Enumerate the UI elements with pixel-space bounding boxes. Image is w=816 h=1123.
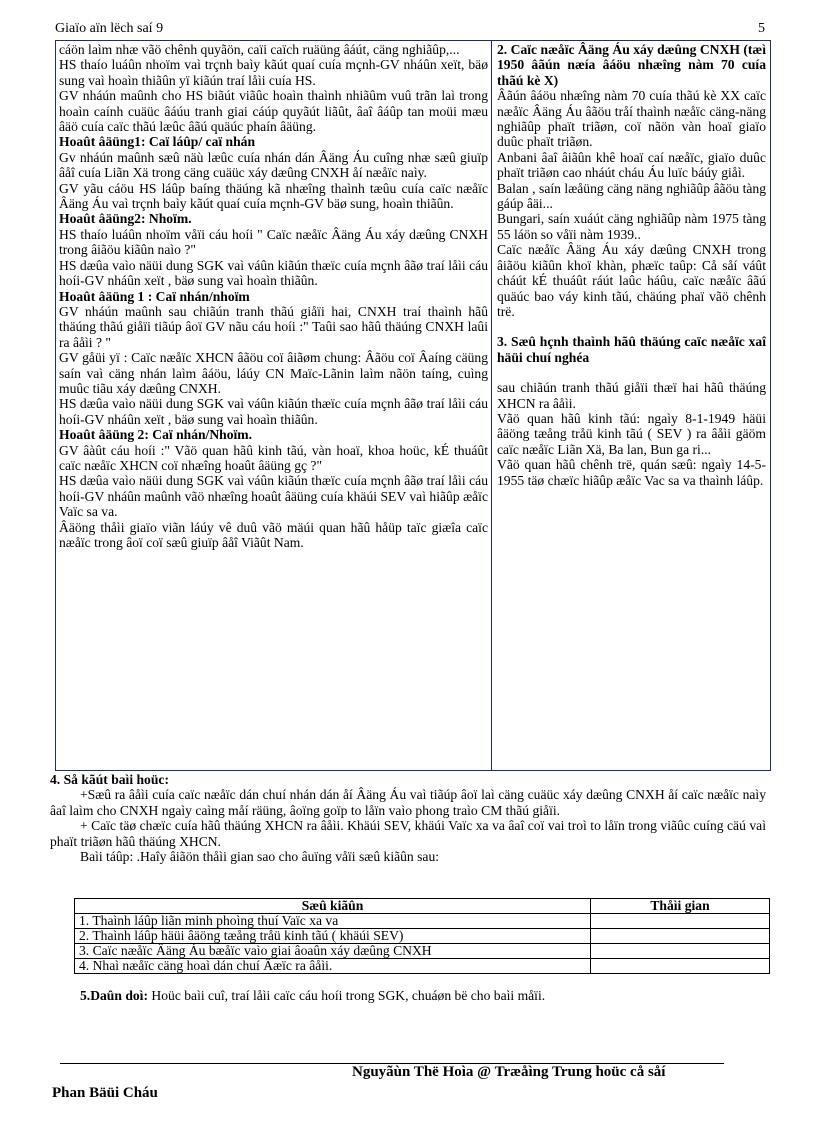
paragraph: Vãö quan hãû chênh trë, quán sæû: ngaìy 14-5-1955 täø chæïc hiãûp æåïc Vac sa va thaình láûp. [497,457,766,488]
summary-point: +Sæû ra âåìi cuía caïc næåïc dán chuí nhán dán åí Âäng Áu vaì tiãúp âoï laì cäng cuäüc xáy dæûng CNXH åí caïc næåïc naìy âaî laìm cho CNXH ngaìy caìng måí räüng, âoïng goïp to låïn vaìo phong traìo CM thãú giåïi. [50,787,766,818]
content-column [492,41,770,770]
paragraph: GV yãu cáöu HS láûp baíng thäúng kã nhæîng thaình tæûu cuía caïc næåïc Âäng Áu vaì trçnh baìy kãút quaí cuía mçnh-GV bäø sung, hoaìn thiãûn. [59,180,488,212]
answer-cell [591,914,770,929]
page-header [55,21,767,39]
column-header: Sæû kiãûn [75,899,591,914]
homework-task [80,988,545,1004]
task-text: Hoüc baìi cuî, traí låìi caïc cáu hoíi trong SGK, chuáøn bë cho baìi måïi. [151,988,546,1003]
paragraph: HS dæûa vaìo näüi dung SGK vaì váûn kiãún thæïc cuía mçnh âãø traí låìi cáu hoíi-GV nháûn xeït , bäø sung vaì hoaìn thiãûn. [59,396,488,427]
paragraph: HS thaío luáûn nhoïm våïi cáu hoíi " Caïc næåïc Âäng Áu xáy dæûng CNXH trong âiãöu kiãûn naìo ?" [59,226,488,258]
table-header-row [75,899,770,914]
table-cell: 3. Caïc næåïc Âäng Áu bæåïc vaìo giai âoaûn xáy dæûng CNXH [75,944,591,959]
paragraph: Caïc næåïc Âäng Áu xáy dæûng CNXH trong âiãöu kiãûn khoï khàn, phæïc taûp: Cå såí váût cháút kÉ thuáût ráút laûc háûu, caïc næåïc âãú quäúc bao váy kinh tãú, chäúng phaï vãö chênh trë. [497,242,766,319]
paragraph: GV nháún maûnh sau chiãún tranh thãú giåïi hai, CNXH traí thaình hãû thäúng thãú giåïi tiãúp âoï GV nãu cáu hoíi :" Taûi sao hãû thäúng CNXH laûi ra âåìi ? " [59,303,488,350]
paragraph: cáön laìm nhæ vãö chênh quyãön, caïi caïch ruäüng âáút, cäng nghiãûp,... [59,42,460,57]
paragraph: Âãún âáöu nhæîng nàm 70 cuía thãú kè XX caïc næåïc Âäng Áu âãöu tråí thaình næåïc cäng-näng nghiãûp phaït triãøn, coï nãön vàn hoaï giaïo duûc phaït triãøn. [497,88,766,150]
footer-school: Phan Bäüi Cháu [52,1085,158,1101]
summary-heading: 4. Så kãút baìi hoüc: [50,772,169,787]
exercise-intro: Baìi táûp: .Haîy âiãön thåìi gian sao cho âuïng våïi sæû kiãûn sau: [80,849,440,865]
lesson-summary [50,772,766,864]
paragraph: Anbani âaî âiãûn khê hoaï caí næåïc, giaïo duûc phaït triãøn cao nháút cháu Áu luïc báúy giåì. [497,149,766,181]
table-cell: 4. Nhaì næåïc cäng hoaì dán chuí Âæïc ra âåìi. [75,959,591,974]
column-header: Thåìi gian [591,899,770,914]
teacher-activities-column [56,41,492,770]
task-label: 5.Daûn doì: [80,988,148,1003]
paragraph: GV âàût cáu hoíi :" Vãö quan hãû kinh tãú, vàn hoaï, khoa hoüc, kÉ thuáût caïc næåïc XHCN coï nhæîng hoaût âäüng gç ?" [59,442,488,473]
table-cell: 1. Thaình láûp liãn minh phoìng thuí Vaïc xa va [75,914,591,929]
table-cell: 2. Thaình láûp häüi âäöng tæång tråü kinh tãú ( khäúi SEV) [75,929,591,944]
paragraph: HS dæûa vaìo näüi dung SGK vaì váûn kiãún thæïc cuía mçnh âãø traí låìi cáu hoíi-GV nháûn xeït , bäø sung vaì hoaìn thiãûn. [59,257,488,289]
document-title: Giaïo aïn lëch saí 9 [55,21,164,36]
paragraph: HS dæûa vaìo näüi dung SGK vaì váûn kiãún thæïc cuía mçnh âãø traí låìi cáu hoíi-GV nháûn maûnh vãö nhæîng hoaût âäüng cuía khäúi SEV vaì hiãûp æåïc Vaïc sa va. [59,473,488,520]
paragraph: Gv nháún maûnh sæû näù læûc cuía nhán dán Âäng Áu cuîng nhæ sæû giuïp âåî cuía Liãn Xä trong cäng cuäüc xáy dæûng CNXH åí næåïc naìy. [59,149,488,181]
summary-point: + Caïc täø chæïc cuía hãû thäúng XHCN ra âåìi. Khäúi SEV, khäúi Vaïc xa va âaî coï vai troì to låïn trong viãûc cuíng cäú vaì phaït triãøn hãû thäúng XHCN. [50,818,766,849]
paragraph: GV nháún maûnh cho HS biãút viãûc hoaìn thaình nhiãûm vuû trãn laì trong hoaìn caính cuäüc âáúu tranh giai cáúp quyãút liãût, âaî âáûp tan moüi mæu âäö cuía caïc thãú læûc âãú quäúc phaín âäüng. [59,88,488,135]
paragraph: HS thaío luáûn nhoïm vaì trçnh baìy kãút quaí cuía mçnh-GV nháûn xeït, bäø sung vaì hoaìn thiãûn yï kiãún traí låìi cuía HS. [59,57,488,88]
paragraph: Balan , saín læåüng cäng näng nghiãûp âãöu tàng gáúp âäi... [497,180,766,212]
exercise-table [74,898,770,974]
section-heading: 2. Caïc næåïc Âäng Áu xáy dæûng CNXH (tæì 1950 âãún næía âáöu nhæîng nàm 70 cuía thãú kè X) [497,42,766,88]
paragraph: Bungari, saín xuáút cäng nghiãûp nàm 1975 tàng 55 láön so våïi nàm 1939.. [497,211,766,242]
lesson-table [55,40,771,771]
answer-cell [591,959,770,974]
answer-cell [591,944,770,959]
activity-heading: Hoaût âäüng 2: Caï nhán/Nhoïm. [59,427,253,443]
table-row [75,929,770,944]
page-number: 5 [758,21,765,36]
activity-heading: Hoaût âäüng 1 : Caï nhán/nhoïm [59,288,250,304]
table-row [75,944,770,959]
paragraph: sau chiãún tranh thãú giåïi thæï hai hãû thäúng XHCN ra âåìi. [497,380,766,411]
table-row [75,914,770,929]
section-heading: 3. Sæû hçnh thaình hãû thäúng caïc næåïc xaî häüi chuí nghéa [497,334,766,365]
activity-heading: Hoaût âäüng1: Caï láûp/ caï nhán [59,134,256,150]
answer-cell [591,929,770,944]
table-row [75,959,770,974]
paragraph: Âäöng thåìi giaïo viãn láúy vê duû vãö mäúi quan hãû håüp taïc giæîa caïc næåïc trong âoï coï sæû giuïp âåî Viãût Nam. [59,519,488,550]
footer-author: Nguyãùn Thë Hoìa @ Træåìng Trung hoüc cå såí [352,1064,666,1080]
paragraph: GV gåüi yï : Caïc næåïc XHCN âãöu coï âiãøm chung: Âãöu coï Âaíng cäüng saín vaì cäng nhán laìm âáöu, láúy CN Maïc-Lãnin laìm nãön taíng, cuìng muûc tiãu xáy dæûng CNXH. [59,350,488,396]
paragraph: Vãö quan hãû kinh tãú: ngaìy 8-1-1949 häüi âäöng tæång tråü kinh tãú ( SEV ) ra âåìi gäöm caïc næåïc Liãn Xä, Ba lan, Bun ga ri... [497,410,766,457]
activity-heading: Hoaût âäüng2: Nhoïm. [59,211,192,227]
